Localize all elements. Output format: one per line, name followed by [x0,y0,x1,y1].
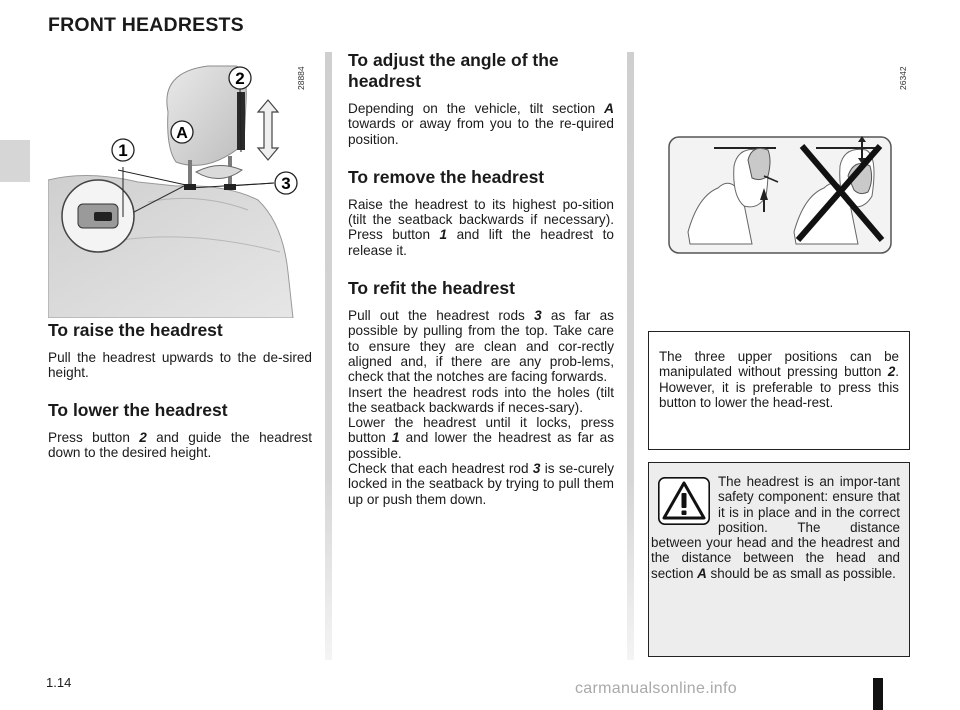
rod-ref: 3 [534,308,542,324]
button-ref: 2 [887,364,896,380]
rod-ref: 3 [532,461,541,477]
section-ref: A [697,565,707,581]
callout-1: 1 [118,141,128,160]
side-tab [0,140,30,182]
button-ref: 1 [439,227,448,243]
remove-section [348,167,614,258]
corner-mark [873,678,883,710]
refit-text-3: Lower the headrest until it locks, press button 1 and lower the headrest as far as possible. [348,415,614,461]
warning-triangle-icon [658,477,710,525]
angle-text: Depending on the vehicle, tilt section A towards or away from you to the re-quired position. [348,101,614,147]
section-ref: A [604,101,614,116]
middle-column [348,50,614,521]
left-column [48,320,312,479]
angle-section [348,50,614,147]
button-ref: 2 [139,429,147,445]
raise-section [48,320,312,381]
lower-text: Press button 2 and guide the headrest down to the desired height. [48,429,312,460]
warning-text: The headrest is an impor-tant safety component: ensure that it is in place and in the correct position. The distance between your head and the headrest and the distance between the head and section A should be as small as possible. [651,474,900,581]
watermark: carmanualsonline.info [575,680,737,697]
button-ref: 1 [391,430,400,446]
refit-section [348,278,614,507]
note-box [648,331,910,450]
page-number: 1.14 [46,675,72,690]
figure-code: 28884 [296,66,306,90]
lower-heading: To lower the headrest [48,399,228,420]
refit-text-1: Pull out the headrest rods 3 as far as possible by pulling from the top. Take care to ensure they are clean and cor-rectly aligned and, if there are any prob-lems, check that the notches are facing forwards. [348,308,614,385]
refit-text-4: Check that each headrest rod 3 is se-curely locked in the seatback by trying to pull them up or push them down. [348,461,614,507]
raise-text: Pull the headrest upwards to the de-sired height. [48,350,312,381]
callout-2: 2 [235,69,245,88]
lower-section [48,400,312,461]
column-separator [627,52,634,660]
angle-heading: To adjust the angle of the headrest [348,50,559,91]
figure-code: 26342 [898,66,908,90]
refit-text-2: Insert the headrest rods into the holes (tilt the seatback backwards if neces-sary). [348,384,614,415]
page-title: FRONT HEADRESTS [48,14,244,36]
remove-text: Raise the headrest to its highest po-sition (tilt the seatback backwards if necessary). Press button 1 and lift the headrest to release it. [348,196,614,258]
head-position-illustration [668,136,892,254]
callout-3: 3 [281,174,291,193]
column-separator [325,52,332,660]
callout-A: A [176,125,188,142]
raise-heading: To raise the headrest [48,320,223,340]
remove-heading: To remove the headrest [348,166,545,187]
warning-box [648,462,910,657]
note-text: The three upper positions can be manipulated without pressing button 2. However, it is preferable to press this button to lower the head-rest. [659,349,899,410]
refit-heading: To refit the headrest [348,278,515,299]
headrest-illustration [48,52,314,318]
